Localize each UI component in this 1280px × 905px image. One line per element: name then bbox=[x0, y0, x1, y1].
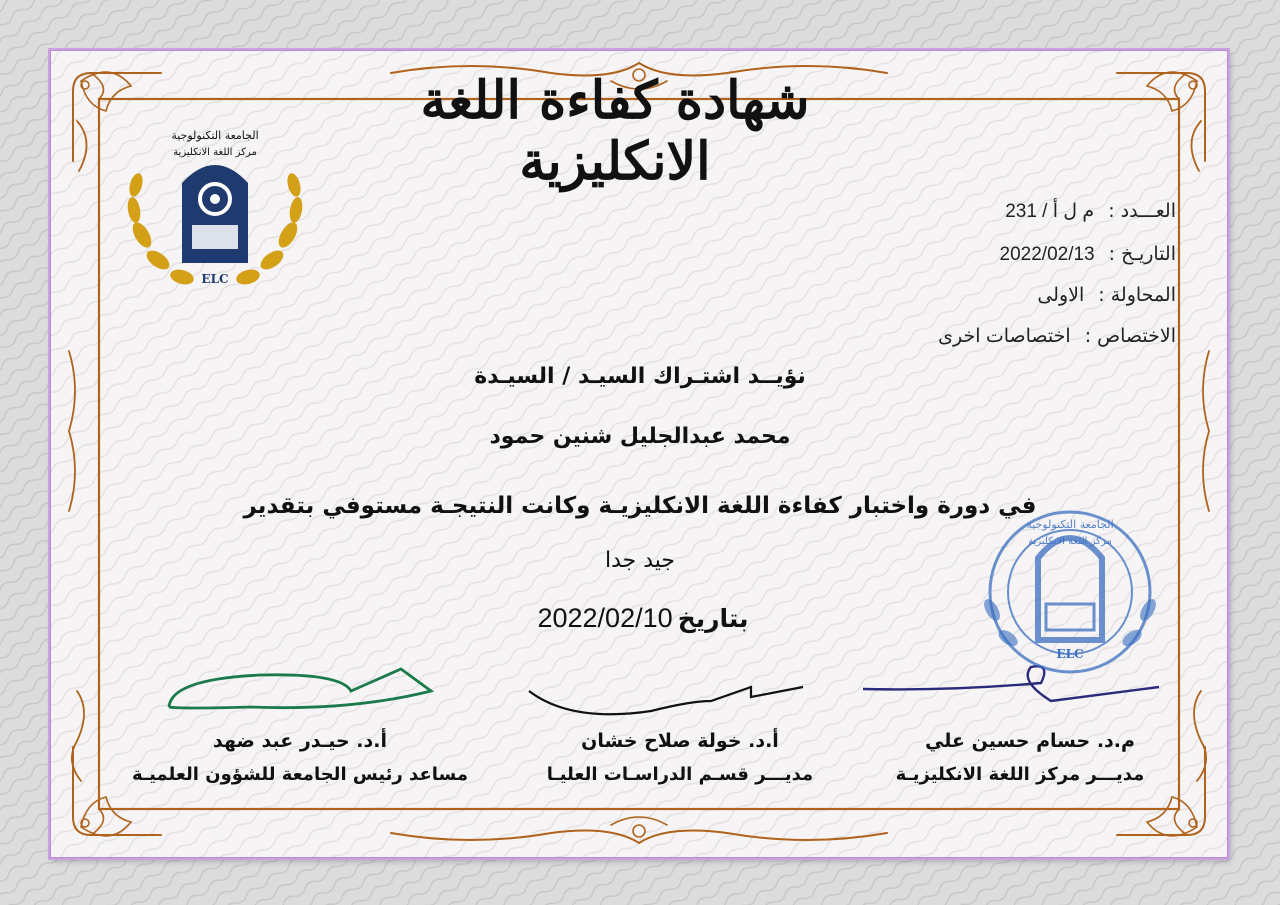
logo-bottom-text: ELC bbox=[201, 272, 229, 286]
official-stamp bbox=[972, 500, 1168, 680]
recipient-name: محمد عبدالجليل شنين حمود bbox=[489, 424, 791, 449]
meta-date-value: 2022/02/13 bbox=[999, 244, 1095, 265]
meta-specialty-value: اختصاصات اخرى bbox=[938, 326, 1071, 347]
signatory-3-role: مساعد رئيس الجامعة للشؤون العلميـة bbox=[132, 764, 468, 785]
certificate-title: شهادة كفاءة اللغة الانكليزية bbox=[420, 70, 810, 192]
meta-specialty-key: الاختصاص : bbox=[1084, 325, 1176, 347]
signatory-2-role: مديـــر قسـم الدراسـات العليـا bbox=[546, 764, 814, 785]
meta-date-key: التاريـخ : bbox=[1108, 243, 1176, 265]
intro-line: نؤيــد اشتـراك السيـد / السيـدة bbox=[474, 364, 806, 389]
meta-date bbox=[656, 243, 1176, 266]
meta-attempt-value: الاولى bbox=[1037, 285, 1085, 306]
stamp-sub-text: مركز اللغة الانكليزية bbox=[1028, 536, 1112, 547]
logo-sub-text: مركز اللغة الانكليزية bbox=[173, 147, 257, 158]
meta-number-key: العـــدد : bbox=[1108, 200, 1176, 222]
signatory-1-name: م.د. حسام حسين علي bbox=[925, 730, 1135, 752]
grade: جيد جدا bbox=[604, 548, 676, 573]
stamp-bottom-text: ELC bbox=[1056, 647, 1084, 661]
stamp-top-text: الجامعة التكنولوجية bbox=[1026, 518, 1114, 531]
issue-date-label: بتاريخ bbox=[677, 604, 749, 633]
logo-top-text: الجامعة التكنولوجية bbox=[171, 129, 259, 142]
course-line: في دورة واختبار كفاءة اللغة الانكليزيـة وكانت النتيجـة مستوفي بتقدير bbox=[243, 493, 1037, 519]
meta-attempt-key: المحاولة : bbox=[1098, 284, 1176, 306]
signature-scribble-left bbox=[169, 669, 431, 708]
meta-attempt bbox=[656, 284, 1176, 307]
signature-scribble-center bbox=[529, 687, 803, 714]
meta-number bbox=[656, 200, 1176, 223]
signatory-2-name: أ.د. خولة صلاح خشان bbox=[581, 730, 779, 752]
meta-number-value: م ل أ / 231 bbox=[1005, 201, 1095, 222]
signatory-1-role: مديـــر مركز اللغة الانكليزيـة bbox=[895, 764, 1145, 785]
signatory-3-name: أ.د. حيـدر عبد ضهد bbox=[213, 730, 387, 752]
elc-logo bbox=[120, 125, 310, 305]
issue-date-value: 2022/02/10 bbox=[537, 603, 673, 633]
meta-specialty bbox=[656, 325, 1176, 348]
